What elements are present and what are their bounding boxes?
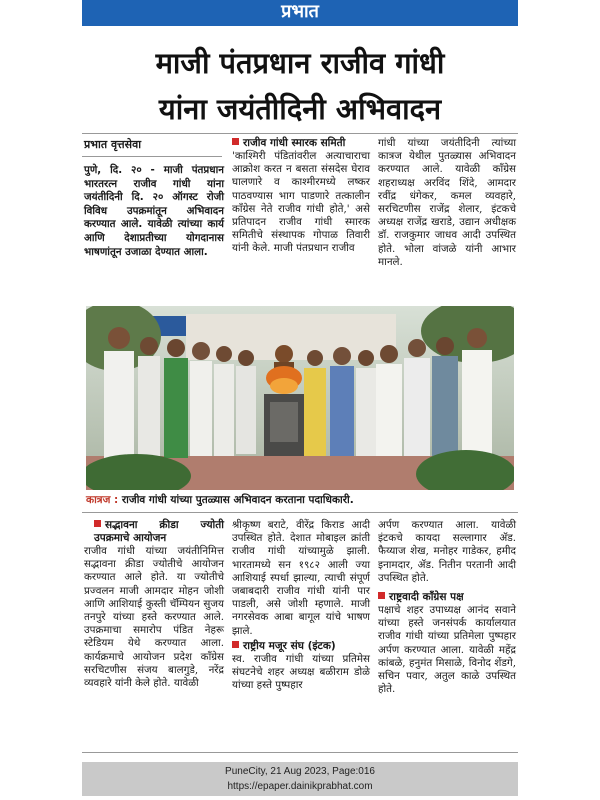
- bullet-square-icon: [232, 138, 239, 145]
- footer-url[interactable]: https://epaper.dainikprabhat.com: [227, 781, 373, 792]
- body-col2-bottom: श्रीकृष्ण बराटे, वीरेंद्र किराड आदी उपस्थित होते. देशात मोबाइल क्रांती राजीव गांधी यांच्यामुळे झाली. भारतामध्ये सन १९८२ आली ज्या आशियाई स्पर्धा झाल्या, त्याची संपूर्ण जबाबदारी राजीव गांधी यांनी पार पाडली, असे जोशी म्हणाले. माजी नगरसेवक आबा बागूल यांचे भाषण झाले.: [232, 519, 370, 637]
- bottom-rule: [82, 752, 518, 753]
- lead-text: पुणे, दि. २० - माजी पंतप्रधान भारतरत्न राजीव गांधी यांना जयंतीदिनी दि. २० ऑगस्ट रोजी विविध उपक्रमांतून अभिवादन करण्यात आले. यावेळी त्यांच्या कार्य आणि देशाप्रतीच्या योगदानास भाषणांतून उजाळा देण्यात आला.: [84, 164, 224, 258]
- heading-mazdoor: राष्ट्रीय मजूर संघ (इंटक): [232, 640, 370, 653]
- headline-line-1: माजी पंतप्रधान राजीव गांधी: [155, 46, 445, 80]
- byline: प्रभात वृत्तसेवा: [84, 138, 142, 151]
- heading-ncp: राष्ट्रवादी कॉंग्रेस पक्ष: [378, 591, 516, 604]
- body-krida: राजीव गांधी यांच्या जयंतीनिमित्त सद्भावना क्रीडा ज्योतीचे आयोजन करण्यात आले होते. या ज्योतीचे प्रज्वलन माजी आमदार मोहन जोशी आणि आशियाई कुस्ती चॅम्पियन सुजय तनपुरे यांच्या हस्ते करण्यात आले. उपक्रमाचा समारोप पंडित नेहरू स्टेडियम येथे करण्यात आला. कार्यक्रमाचे आयोजन प्रदेश कॉंग्रेस सरचिटणीस संजय बालगुडे, नरेंद्र व्यवहारे यांनी केले होते. यावेळी: [84, 545, 224, 690]
- byline-rule: [82, 156, 222, 157]
- body-smarak: 'काश्मिरी पंडितांवरील अत्याचाराचा आक्रोश करत न बसता संसदेस घेराव घालणारे व काश्मीरमध्ये लष्कर पाठवण्यास भाग पाडणारे तत्कालीन कॉंग्रेस नेते राजीव गांधी होते,' असे प्रतिपादन राजीव गांधी स्मारक समितीचे संस्थापक गोपाळ तिवारी यांनी केले. माजी पंतप्रधान राजीव: [232, 150, 370, 255]
- column-krida: [84, 519, 224, 690]
- column-3-bottom: [378, 519, 516, 696]
- headline-line-2: यांना जयंतीदिनी अभिवादन: [158, 92, 442, 126]
- body-col3-bottom: अर्पण करण्यात आला. यावेळी इंटकचे कायदा सल्लागार ॲड. फैय्याज शेख, मनोहर गाडेकर, हमीद इनामदार, ॲड. नितीन परतानी आदी उपस्थित होते.: [378, 519, 516, 584]
- lead-paragraph: [84, 164, 224, 259]
- headline-rule: [82, 133, 518, 134]
- body-col3-top: गांधी यांच्या जयंतीदिनी त्यांच्या कात्रज येथील पुतळ्यास अभिवादन करण्यात आले. यावेळी कॉंग्रेस शहराध्यक्ष अरविंद शिंदे, आमदार रवींद्र धंगेकर, कमल व्यवहारे, सरचिटणीस राजेंद्र शेलार, इंटकचे अध्यक्ष राजेंद्र खराडे, उद्यान अधीक्षक डॉ. राजकुमार जाधव आदी उपस्थित होते. भोला वांजळे यांनी आभार मानले.: [378, 137, 516, 268]
- bullet-square-icon: [378, 592, 385, 599]
- caption-text: राजीव गांधी यांच्या पुतळ्यास अभिवादन करताना पदाधिकारी.: [121, 494, 354, 506]
- footer-edition: PuneCity, 21 Aug 2023, Page:016: [225, 766, 375, 777]
- caption-place: कात्रज :: [86, 494, 119, 506]
- masthead: प्रभात: [82, 0, 518, 26]
- newspaper-clipping: [82, 0, 518, 800]
- heading-krida: सद्भावना क्रीडा ज्योती उपक्रमाचे आयोजन: [94, 519, 224, 544]
- column-smarak: [232, 137, 370, 256]
- photo-caption: [86, 493, 514, 507]
- photo-illustration: [86, 306, 514, 490]
- caption-rule: [82, 512, 518, 513]
- column-3-top: [378, 137, 516, 269]
- footer: [82, 762, 518, 796]
- bullet-square-icon: [94, 520, 101, 527]
- heading-smarak: राजीव गांधी स्मारक समिती: [232, 137, 370, 150]
- headline: [82, 40, 518, 132]
- body-mazdoor: स्व. राजीव गांधी यांच्या प्रतिमेस संघटनेचे शहर अध्यक्ष बळीराम डोळे यांच्या हस्ते पुष्पहार: [232, 652, 370, 692]
- bullet-square-icon: [232, 641, 239, 648]
- column-2-bottom: [232, 519, 370, 692]
- event-photo: [86, 306, 514, 490]
- body-ncp: पक्षाचे शहर उपाध्यक्ष आनंद सवाने यांच्या हस्ते जनसंपर्क कार्यालयात राजीव गांधी यांच्या प्रतिमेला पुष्पहार अर्पण करण्यात आला. यावेळी महेंद्र कांबळे, हनुमंत मिसाळे, विनोद शेंडगे, सचिन पवार, अतुल काळे उपस्थित होते.: [378, 604, 516, 696]
